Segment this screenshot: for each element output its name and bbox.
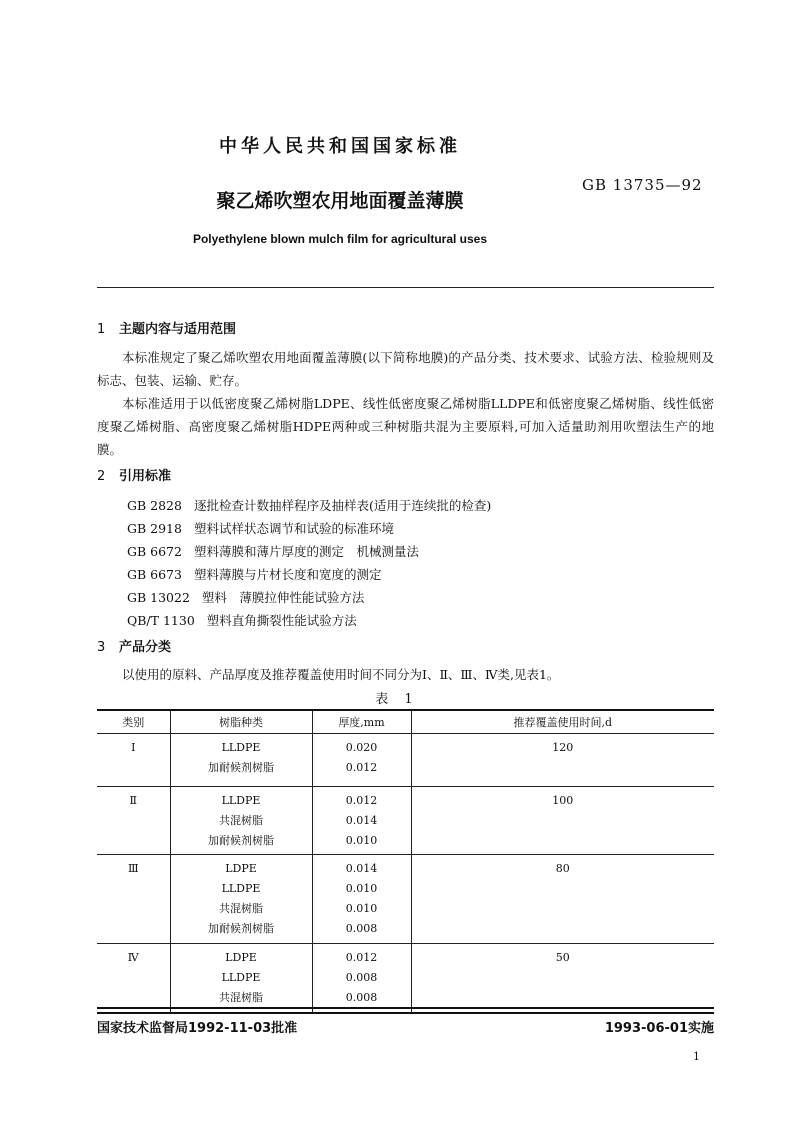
section-number: 1 — [97, 322, 106, 337]
reference-code: GB 2828 — [127, 498, 182, 513]
thickness-cell: 0.012 0.014 0.010 — [312, 787, 411, 855]
section-1-heading — [97, 318, 236, 337]
paragraph: 本标准规定了聚乙烯吹塑农用地面覆盖薄膜(以下简称地膜)的产品分类、技术要求、试验方法、检验规则及标志、包装、运输、贮存。 — [97, 350, 714, 388]
reference-code: QB/T 1130 — [127, 613, 195, 628]
classification-table — [97, 709, 714, 1014]
reference-item — [127, 517, 491, 540]
thickness-cell: 0.012 0.008 0.008 — [312, 944, 411, 1014]
resin-cell: LLDPE 共混树脂 加耐候剂树脂 — [170, 787, 312, 855]
resin-cell: LLDPE 加耐候剂树脂 — [170, 734, 312, 787]
footer-divider — [97, 1007, 714, 1009]
column-header: 推荐覆盖使用时间,d — [411, 710, 714, 734]
reference-text: 塑料 薄膜拉伸性能试验方法 — [201, 590, 365, 605]
table-row — [97, 944, 714, 1014]
country-standard-heading: 中华人民共和国国家标准 — [219, 136, 461, 157]
effective-date: 1993-06-01实施 — [604, 1021, 714, 1036]
section-number: 2 — [97, 469, 106, 484]
resin-cell: LDPE LLDPE 共混树脂 — [170, 944, 312, 1014]
header-divider — [97, 287, 714, 288]
days-cell: 50 — [411, 944, 714, 1014]
section-number: 3 — [97, 640, 106, 655]
column-header: 厚度,mm — [312, 710, 411, 734]
table-row — [97, 734, 714, 787]
category-cell: Ⅰ — [97, 734, 170, 787]
section-title: 引用标准 — [119, 469, 172, 484]
reference-text: 塑料薄膜和薄片厚度的测定 机械测量法 — [193, 544, 419, 559]
days-cell: 80 — [411, 855, 714, 944]
category-cell: Ⅱ — [97, 787, 170, 855]
reference-text: 塑料直角撕裂性能试验方法 — [206, 613, 357, 628]
reference-item — [127, 563, 491, 586]
reference-text: 逐批检查计数抽样程序及抽样表(适用于连续批的检查) — [193, 498, 492, 513]
standard-number: GB 13735—92 — [582, 176, 703, 194]
section-3-body — [97, 663, 714, 686]
reference-text: 塑料薄膜与片材长度和宽度的测定 — [193, 567, 382, 582]
section-title: 主题内容与适用范围 — [119, 322, 237, 337]
reference-item — [127, 540, 491, 563]
reference-text: 塑料试样状态调节和试验的标准环境 — [193, 521, 394, 536]
paragraph: 以使用的原料、产品厚度及推荐覆盖使用时间不同分为Ⅰ、Ⅱ、Ⅲ、Ⅳ类,见表1。 — [122, 667, 560, 682]
column-header: 树脂种类 — [170, 710, 312, 734]
category-cell: Ⅳ — [97, 944, 170, 1014]
standard-title-en: Polyethylene blown mulch film for agricultural uses — [192, 232, 488, 246]
section-3-heading — [97, 636, 171, 655]
reference-list — [127, 494, 491, 632]
reference-code: GB 13022 — [127, 590, 190, 605]
reference-item — [127, 609, 491, 632]
reference-code: GB 2918 — [127, 521, 182, 536]
resin-cell: LDPE LLDPE 共混树脂 加耐候剂树脂 — [170, 855, 312, 944]
days-cell: 100 — [411, 787, 714, 855]
reference-item — [127, 586, 491, 609]
thickness-cell: 0.014 0.010 0.010 0.008 — [312, 855, 411, 944]
table-row — [97, 787, 714, 855]
page-number: 1 — [693, 1050, 700, 1063]
approval-note: 国家技术监督局1992-11-03批准 — [97, 1021, 298, 1036]
reference-item — [127, 494, 491, 517]
standard-title-cn: 聚乙烯吹塑农用地面覆盖薄膜 — [216, 190, 464, 212]
section-title: 产品分类 — [119, 640, 172, 655]
section-1-body — [97, 346, 714, 461]
table-header-row — [97, 710, 714, 734]
table-caption: 表 1 — [375, 692, 419, 707]
section-2-heading — [97, 465, 171, 484]
paragraph: 本标准适用于以低密度聚乙烯树脂LDPE、线性低密度聚乙烯树脂LLDPE和低密度聚乙烯树脂、线性低密度聚乙烯树脂、高密度聚乙烯树脂HDPE两种或三种树脂共混为主要原料,可加入适量助剂用吹塑法生产的地膜。 — [97, 396, 714, 457]
thickness-cell: 0.020 0.012 — [312, 734, 411, 787]
table-row — [97, 855, 714, 944]
reference-code: GB 6673 — [127, 567, 182, 582]
reference-code: GB 6672 — [127, 544, 182, 559]
days-cell: 120 — [411, 734, 714, 787]
column-header: 类别 — [97, 710, 170, 734]
category-cell: Ⅲ — [97, 855, 170, 944]
